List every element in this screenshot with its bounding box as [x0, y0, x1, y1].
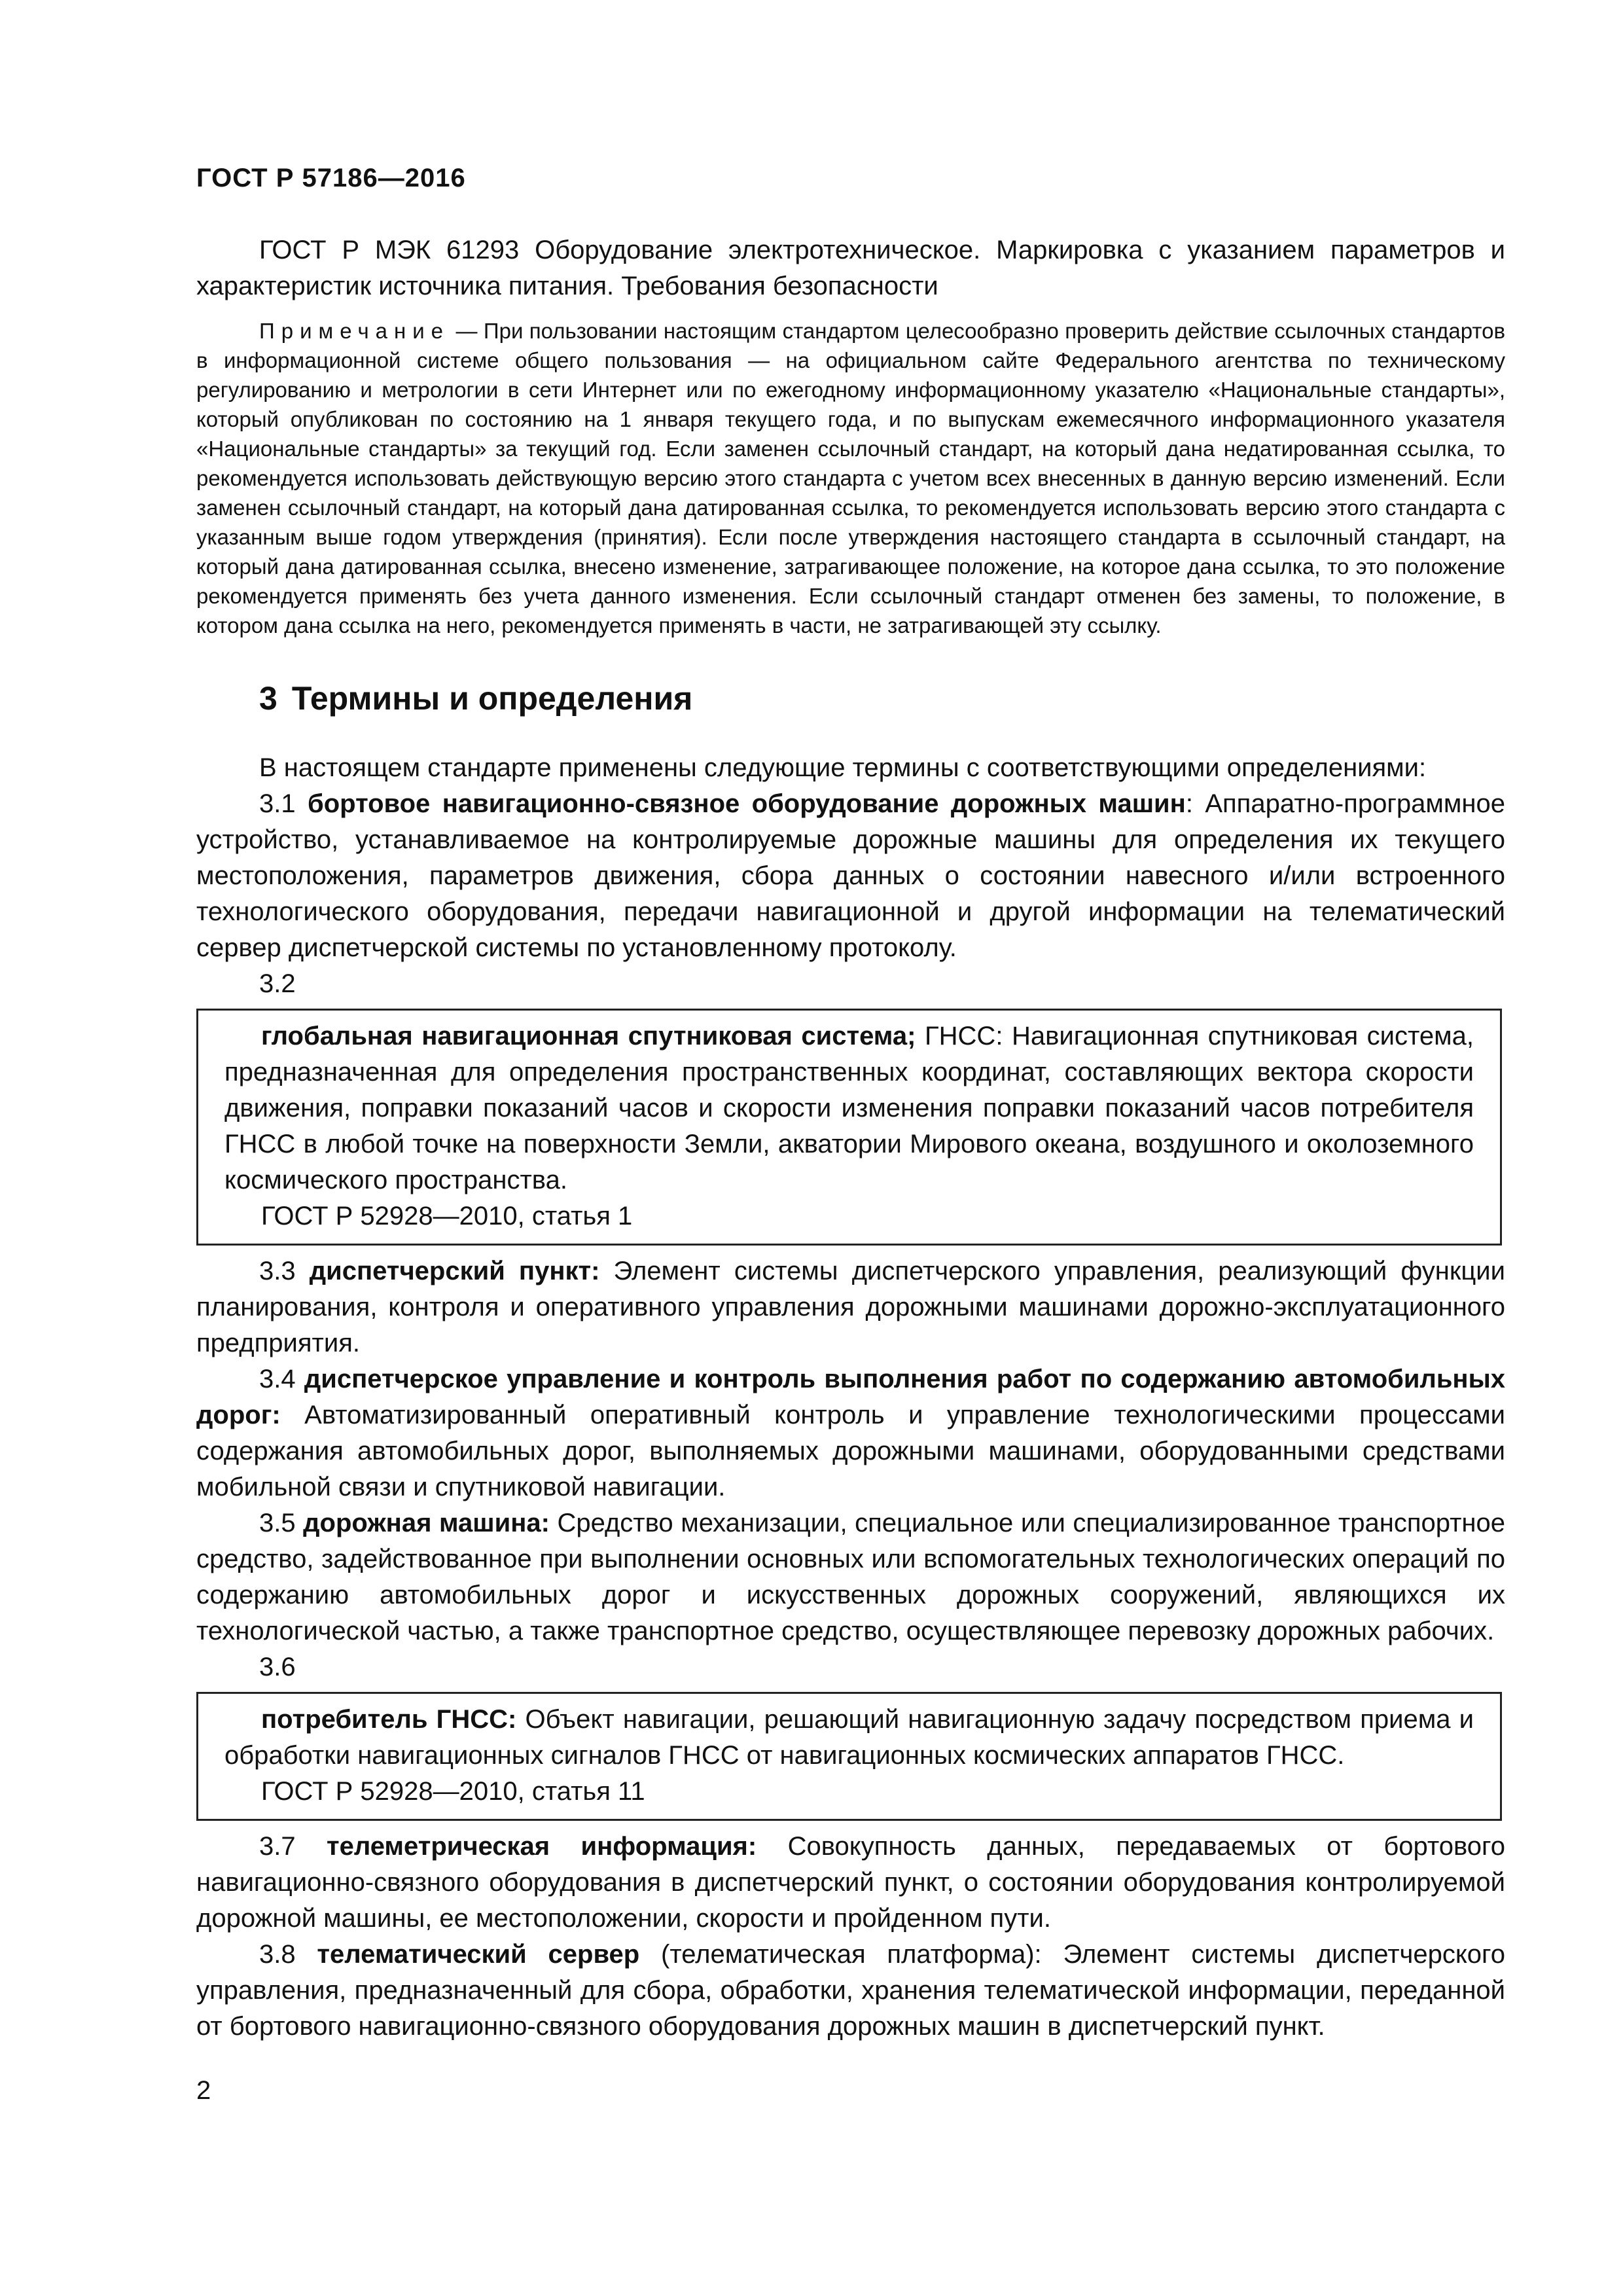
term-definition: Совокупность данных, передаваемых от бортового навигационно-связного оборудования в диспетчерский пункт, о состоянии оборудования контролируемой дорожной машины, ее местоположении, скорости и пройденном пути. [196, 1832, 1505, 1933]
terms-list [196, 750, 1505, 2045]
term-definition: Объект навигации, решающий навигационную задачу посредством приема и обработки навигационных сигналов ГНСС от навигационных космических аппаратов ГНСС. [224, 1705, 1474, 1770]
term-name: глобальная навигационная спутниковая система; [261, 1022, 916, 1050]
term-3-2 [224, 1018, 1474, 1198]
section-heading [196, 679, 1505, 717]
page-number: 2 [196, 2076, 211, 2105]
term-number-3-2: 3.2 [259, 969, 296, 998]
term-source: ГОСТ Р 52928—2010, статья 11 [261, 1777, 645, 1806]
term-3-8 [196, 1937, 1505, 2045]
reference-iec-61293: ГОСТ Р МЭК 61293 Оборудование электротехническое. Маркировка с указанием параметров и характеристик источника питания. Требования безопасности [196, 236, 1505, 300]
term-3-7 [196, 1829, 1505, 1937]
note-text: — При пользовании настоящим стандартом целесообразно проверить действие ссылочных стандартов в информационной системе общего пользования — на официальном сайте Федерального агентства по техническому регулированию и метрологии в сети Интернет или по ежегодному информационному указателю «Национальные стандарты», который опубликован по состоянию на 1 января текущего года, и по выпускам ежемесячного информационного указателя «Национальные стандарты» за текущий год. Если заменен ссылочный стандарт, на который дана недатированная ссылка, то рекомендуется использовать действующую версию этого стандарта с учетом всех внесенных в данную версию изменений. Если заменен ссылочный стандарт, на который дана датированная ссылка, то рекомендуется использовать версию этого стандарта с указанным выше годом утверждения (принятия). Если после утверждения настоящего стандарта в ссылочный стандарт, на который дана датированная ссылка, внесено изменение, затрагивающее положение, на которое дана ссылка, то это положение рекомендуется применять без учета данного изменения. Если ссылочный стандарт отменен без замены, то положение, в котором дана ссылка на него, рекомендуется применять в части, не затрагивающей эту ссылку. [196, 319, 1505, 637]
term-separator: : [1185, 789, 1193, 818]
note-paragraph [196, 316, 1505, 640]
document-code-header: ГОСТ Р 57186—2016 [196, 164, 466, 192]
section-intro: В настоящем стандарте применены следующие термины с соответствующими определениями: [259, 753, 1427, 782]
section-title: Термины и определения [291, 680, 693, 717]
note-label: Примечание [259, 319, 450, 343]
term-name: потребитель ГНСС: [261, 1705, 517, 1734]
term-number-3-6: 3.6 [259, 1653, 296, 1681]
term-definition: Аппаратно-программное устройство, устанавливаемое на контролируемые дорожные машины для определения их текущего местоположения, параметров движения, сбора данных о состоянии навесного и/или встроенного технологического оборудования, передачи навигационной и другой информации на телематический сервер диспетчерской системы по установленному протоколу. [196, 789, 1505, 962]
term-definition: Элемент системы диспетчерского управления, реализующий функции планирования, контроля и оперативного управления дорожными машинами дорожно-эксплуатационного предприятия. [196, 1257, 1505, 1357]
term-name: дорожная машина: [303, 1509, 550, 1537]
term-name: бортовое навигационно-связное оборудование дорожных машин [308, 789, 1186, 818]
term-definition: Автоматизированный оперативный контроль и управление технологическими процессами содержания автомобильных дорог, выполняемых дорожными машинами, оборудованными средствами мобильной связи и спутниковой навигации. [196, 1401, 1505, 1501]
term-box-3-2 [196, 1009, 1502, 1246]
term-number: 3.7 [259, 1832, 296, 1861]
term-name: телематический сервер [317, 1940, 640, 1969]
term-number: 3.8 [259, 1940, 296, 1969]
term-3-5 [196, 1505, 1505, 1649]
section-number: 3 [259, 680, 277, 717]
term-source: ГОСТ Р 52928—2010, статья 1 [261, 1202, 633, 1230]
term-box-3-6 [196, 1692, 1502, 1821]
term-number: 3.4 [259, 1365, 296, 1393]
term-definition: (телематическая платформа): Элемент системы диспетчерского управления, предназначенный для сбора, обработки, хранения телематической информации, переданной от бортового навигационно-связного оборудования дорожных машин в диспетчерский пункт. [196, 1940, 1506, 2041]
term-3-1 [196, 786, 1505, 966]
term-number: 3.3 [259, 1257, 296, 1285]
term-3-4 [196, 1361, 1505, 1505]
term-number: 3.1 [259, 789, 296, 818]
term-name: диспетчерский пункт: [309, 1257, 600, 1285]
term-definition: ГНСС: Навигационная спутниковая система, предназначенная для определения пространственных координат, составляющих вектора скорости движения, поправки показаний часов и скорости изменения поправки показаний часов потребителя ГНСС в любой точке на поверхности Земли, акватории Мирового океана, воздушного и околоземного космического пространства. [224, 1022, 1474, 1194]
term-name: телеметрическая информация: [326, 1832, 757, 1861]
term-number: 3.5 [259, 1509, 296, 1537]
document-page [196, 164, 1505, 2045]
term-name: диспетчерское управление и контроль выполнения работ по содержанию автомобильных дорог: [196, 1365, 1505, 1429]
term-3-6 [224, 1702, 1474, 1774]
term-3-3 [196, 1253, 1505, 1361]
term-definition: Средство механизации, специальное или специализированное транспортное средство, задействованное при выполнении основных или вспомогательных технологических операций по содержанию автомобильных дорог и искусственных дорожных сооружений, являющихся их технологической частью, а также транспортное средство, осуществляющее перевозку дорожных рабочих. [196, 1509, 1505, 1645]
